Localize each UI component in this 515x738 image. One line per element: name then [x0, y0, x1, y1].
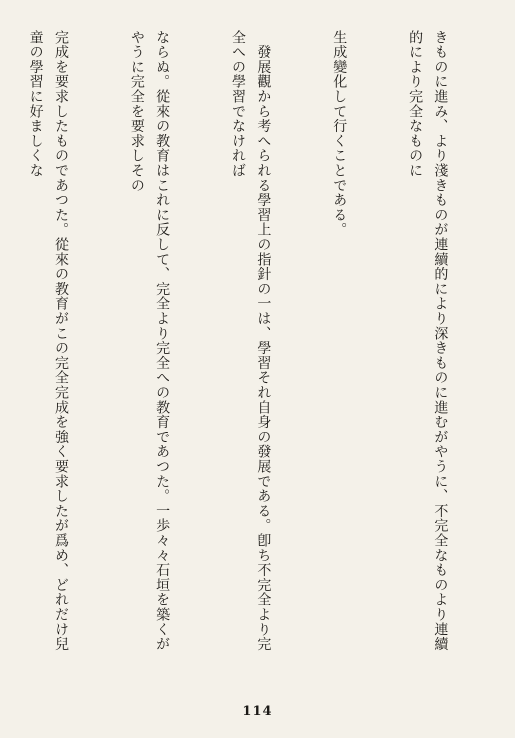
text-line: 發展觀から考へられる學習上の指針の一は、學習それ自身の發展である。卽ち不完全より完全への學習でなければ — [230, 30, 272, 652]
text-line: 完成を要求したものであつた。從來の教育がこの完全完成を強く要求したが爲め、どれだけ兒童の學習に好ましくな — [27, 30, 69, 652]
text-line: 生成變化して行くことである。 — [331, 30, 348, 238]
text-line: ならぬ。從來の教育はこれに反して、完全より完全への教育であつた。一歩々々石垣を築くがやうに完全を要求しその — [128, 30, 171, 652]
text-line: きものに進み、より淺きものが連續的により深きものに進むがやうに、不完全なものより連續的により完全なものに — [407, 30, 449, 652]
page-number: 114 — [242, 704, 273, 719]
vertical-body-text — [8, 30, 503, 658]
